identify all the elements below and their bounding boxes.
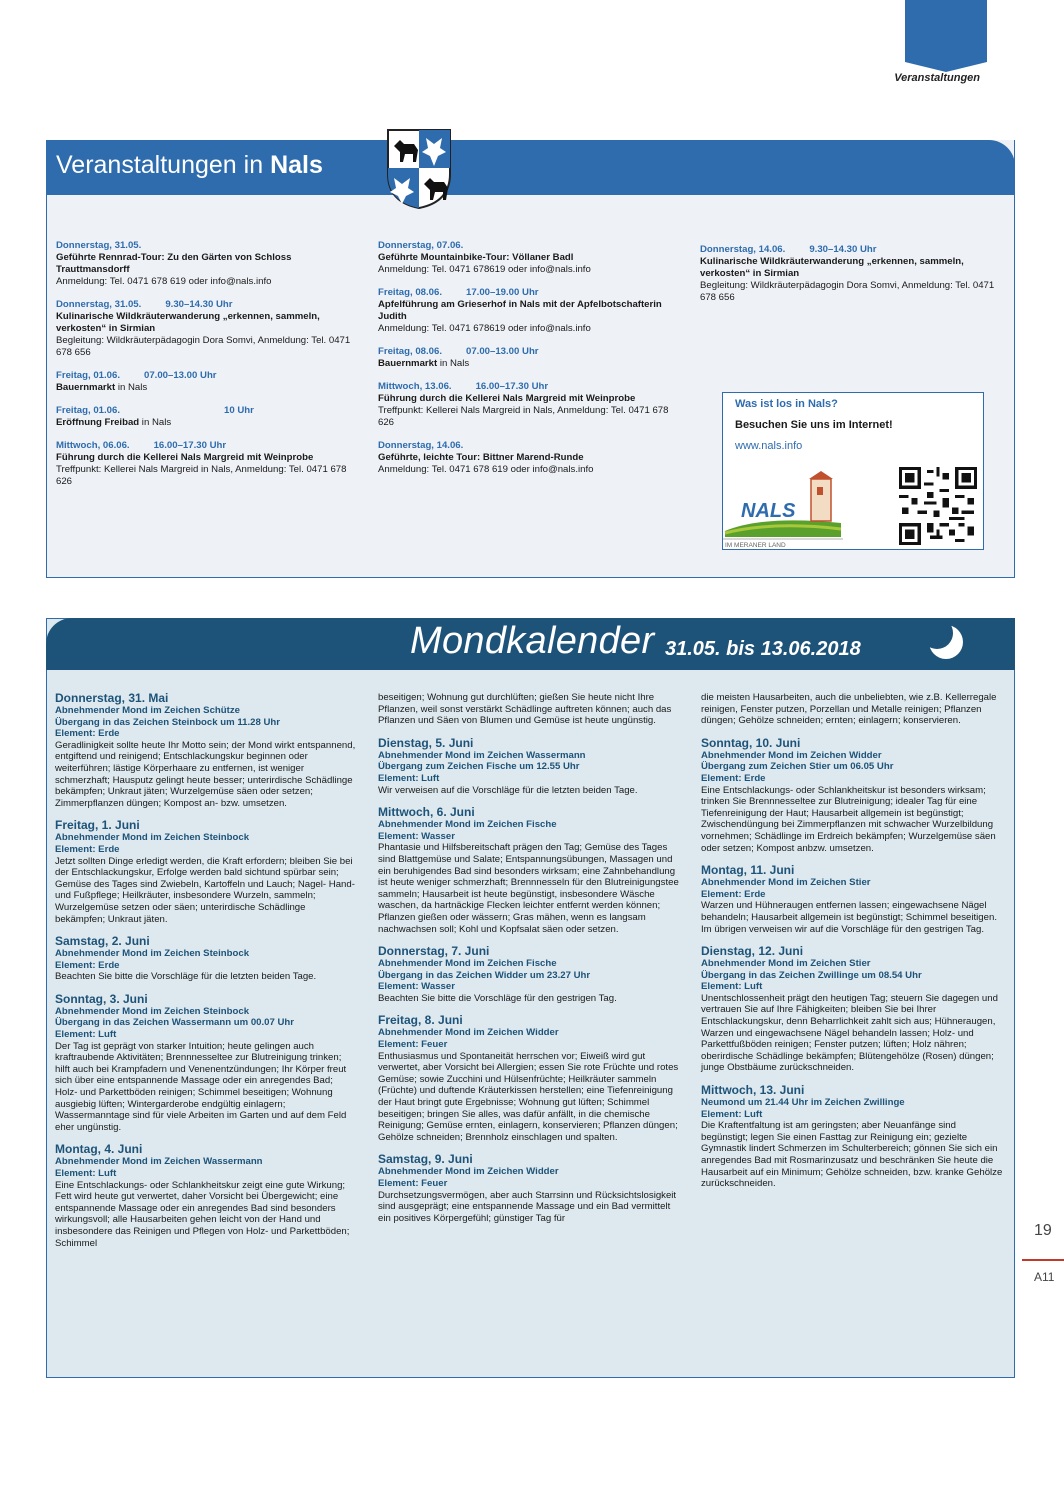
moon-day-entry bbox=[55, 1142, 357, 1249]
event-date: Donnerstag, 14.06. bbox=[700, 244, 786, 255]
event-entry bbox=[56, 299, 356, 359]
event-date: Mittwoch, 13.06. bbox=[378, 381, 452, 392]
event-date-line bbox=[378, 381, 686, 393]
event-entry bbox=[56, 240, 356, 288]
moon-day-entry bbox=[701, 863, 1003, 935]
event-title-text: Bauernmarkt bbox=[56, 382, 116, 393]
moon-day-heading: Samstag, 2. Juni bbox=[55, 934, 150, 949]
event-title bbox=[56, 252, 356, 276]
event-title-text: Kulinarische Wildkräuterwanderung „erkennen, sammeln, verkosten“ in Sirmian bbox=[56, 311, 320, 334]
moon-day-subheading: Abnehmender Mond im Zeichen Steinbock bbox=[55, 948, 250, 960]
event-title-text: Führung durch die Kellerei Nals Margreid mit Weinprobe bbox=[378, 393, 636, 404]
event-entry bbox=[56, 370, 356, 394]
event-entry bbox=[378, 440, 686, 476]
moon-day-entry bbox=[55, 992, 357, 1134]
moon-day-heading: Montag, 4. Juni bbox=[55, 1142, 143, 1157]
moon-day-subheading: Element: Luft bbox=[55, 1168, 117, 1179]
event-time: 10 Uhr bbox=[224, 405, 254, 416]
moon-day-subheading: Abnehmender Mond im Zeichen Widder bbox=[701, 749, 882, 761]
event-date-line bbox=[56, 370, 356, 382]
event-location: in Nals bbox=[139, 417, 172, 428]
event-entry bbox=[378, 287, 686, 335]
event-location: in Nals bbox=[437, 358, 470, 369]
events-column-2 bbox=[378, 240, 686, 487]
moon-day-subheading: Element: Feuer bbox=[378, 1039, 448, 1051]
moon-day-text: Enthusiasmus und Spontaneität herrschen vor; Eiweiß wird gut verwertet, aber Vorsicht bei Allergien; essen Sie rote Früchte und rotes Gemüse; sowie Zucchini und Hülsenfrüchte; Heilkräuter sammeln (Früchte) und duftende Kräuterkissen herstellen; eine Tiefenreinigung der Haut bringt gute Ergebnisse; Wohnung gut lüften; Schimmel beseitigen; bringen Sie alles, was dafür anfällt, in die chemische Reinigung; Gemüse ernten, einlagern, konservieren; Pflanzen düngen; Gehölze schneiden; Brennholz einschlagen und spalten. bbox=[378, 1050, 679, 1143]
event-title bbox=[700, 256, 998, 280]
moon-day-subheading: Abnehmender Mond im Zeichen Wassermann bbox=[378, 749, 586, 761]
event-title bbox=[378, 299, 686, 323]
event-time: 07.00–13.00 Uhr bbox=[466, 346, 539, 357]
moon-day-subheading: Abnehmender Mond im Zeichen Stier bbox=[701, 877, 871, 889]
moon-day-entry bbox=[701, 736, 1003, 854]
event-title bbox=[56, 452, 356, 464]
moon-day-entry bbox=[701, 944, 1003, 1074]
moon-day-heading: Samstag, 9. Juni bbox=[378, 1152, 473, 1167]
moon-column-2 bbox=[378, 692, 680, 1233]
moon-day-text: Durchsetzungsvermögen, aber auch Starrsinn und Rücksichtslosigkeit sind ausgeprägt; eine entspannende Massage und ein Bad vermittelt ein positives Körpergefühl; günstiger Tag für bbox=[378, 1189, 677, 1224]
moon-day-subheading: Abnehmender Mond im Zeichen Widder bbox=[378, 1027, 559, 1039]
event-date: Donnerstag, 31.05. bbox=[56, 299, 142, 310]
top-tab-marker bbox=[905, 0, 987, 62]
moon-calendar-range: 31.05. bis 13.06.2018 bbox=[665, 638, 861, 660]
moon-day-text: Geradlinigkeit sollte heute Ihr Motto sein; der Mond wirkt entspannend, entgiftend und reinigend; Entschlackungskur beginnen oder weiterführen; lästige Körperhaare zu entfernen, ist weniger schmerzhaft; Hausputz gelingt heute besser; unterirdische Schädlinge bekämpfen; Unkraut jäten; Wurzelgemüse säen oder setzen; Zimmerpflanzen düngen; Kompost an- bzw. umsetzen. bbox=[55, 739, 356, 809]
coat-of-arms-icon bbox=[384, 126, 454, 210]
page-code: A11 bbox=[1034, 1270, 1055, 1284]
event-title bbox=[378, 393, 686, 405]
event-date: Donnerstag, 07.06. bbox=[378, 240, 464, 251]
info-url-link[interactable]: www.nals.info bbox=[735, 440, 803, 452]
moon-day-entry bbox=[55, 818, 357, 925]
event-title-text: Geführte, leichte Tour: Bittner Marend-Runde bbox=[378, 452, 584, 463]
moon-calendar-title: Mondkalender bbox=[410, 620, 655, 662]
event-title bbox=[56, 417, 356, 429]
moon-day-subheading: Abnehmender Mond im Zeichen Schütze bbox=[55, 705, 240, 716]
moon-day-text: Phantasie und Hilfsbereitschaft prägen den Tag; Gemüse des Tages sind Blattgemüse und Salate; Entspannungsübungen, Massagen und ein beruhigendes Bad sind besonders wirksam; eine Zahnbehandlung ist heute weniger schmerzhaft; Brennnesseln für den Blutreinigungstee sammeln; Hausarbeit ist heute begünstigt, insbesondere Wäsche waschen, da hartnäckige Flecken leichter entfernt werden können; Pflanzen gießen oder wässern; Gras mähen, wenn es langsam nachwachsen soll; Kohl und Kopfsalat säen oder setzen. bbox=[378, 842, 679, 935]
events-column-3 bbox=[700, 244, 998, 315]
moon-day-heading: Montag, 11. Juni bbox=[701, 863, 795, 878]
info-question: Was ist los in Nals? bbox=[735, 398, 838, 410]
moon-day-subheading: Element: Erde bbox=[55, 843, 120, 855]
moon-day-subheading: Element: Wasser bbox=[378, 830, 455, 842]
event-details: Anmeldung: Tel. 0471 678 619 oder info@nals.info bbox=[378, 464, 594, 475]
event-entry bbox=[56, 405, 356, 429]
moon-day-subheading: Abnehmender Mond im Zeichen Widder bbox=[378, 1166, 559, 1178]
event-location: in Nals bbox=[115, 382, 148, 393]
event-date: Freitag, 01.06. bbox=[56, 405, 120, 416]
moon-day-entry bbox=[378, 692, 680, 727]
moon-day-subheading: Abnehmender Mond im Zeichen Steinbock bbox=[55, 832, 250, 844]
moon-day-subheading: Element: Erde bbox=[701, 772, 766, 784]
moon-day-heading: Donnerstag, 31. Mai bbox=[55, 691, 169, 705]
event-title bbox=[378, 452, 686, 464]
moon-day-subheading: Übergang in das Zeichen Zwillinge um 08.54 Uhr bbox=[701, 969, 922, 981]
moon-day-subheading: Neumond um 21.44 Uhr im Zeichen Zwillinge bbox=[701, 1097, 905, 1109]
moon-day-subheading: Element: Erde bbox=[55, 728, 120, 740]
event-date: Mittwoch, 06.06. bbox=[56, 440, 130, 451]
event-date-line bbox=[56, 440, 356, 452]
event-details: Treffpunkt: Kellerei Nals Margreid in Nals, Anmeldung: Tel. 0471 678 626 bbox=[378, 405, 669, 428]
moon-day-subheading: Abnehmender Mond im Zeichen Steinbock bbox=[55, 1005, 250, 1017]
event-title-text: Eröffnung Freibad bbox=[56, 417, 140, 428]
moon-day-subheading: Übergang in das Zeichen Widder um 23.27 Uhr bbox=[378, 969, 591, 981]
event-details: Begleitung: Wildkräuterpädagogin Dora Somvi, Anmeldung: Tel. 0471 678 656 bbox=[700, 280, 995, 303]
moon-day-entry bbox=[378, 1152, 680, 1224]
page-divider bbox=[1022, 1259, 1064, 1261]
events-title-prefix: Veranstaltungen in bbox=[56, 151, 271, 179]
event-date-line bbox=[378, 346, 686, 358]
moon-day-text: Der Tag ist geprägt von starker Intuition; heute gelingen auch kraftraubende Aktivitäten; Brennnesseltee zur Blutreinigung trinken; hilft auch bei Krampfadern und Venenentzündungen; Ihr Körper freut sich über eine entspannende Massage oder ein anregendes Bad; Holz- und Parkettböden reinigen; Schimmel beseitigen; Wohnung ausgiebig lüften; Wintergarderobe endgültig einlagern; Wassermanntage sind für viele Arbeiten im Garten und auf dem Feld eher ungünstig. bbox=[55, 1040, 347, 1133]
event-date: Freitag, 08.06. bbox=[378, 346, 442, 357]
event-time: 17.00–19.00 Uhr bbox=[466, 287, 539, 298]
event-date-line bbox=[378, 287, 686, 299]
moon-day-heading: Freitag, 8. Juni bbox=[378, 1013, 463, 1028]
event-time: 9.30–14.30 Uhr bbox=[165, 299, 233, 310]
moon-day-text: Jetzt sollten Dinge erledigt werden, die Kraft erfordern; bleiben Sie bei der Entschlackungskur, Erfolge werden bald sichtund spürbar sein; Gemüse des Tages sind Zwiebeln, Kartoffeln und Lauch; Nagel- Hand- und Fußpflege; Heilkräuter, insbesondere Wurzeln, sammeln; Wurzelgemüse setzen oder säen; unterirdische Schädlinge bekämpfen; Unkraut jäten. bbox=[55, 855, 355, 925]
event-entry bbox=[378, 346, 686, 370]
moon-day-subheading: Element: Luft bbox=[701, 1108, 763, 1120]
moon-day-entry bbox=[701, 1083, 1003, 1190]
event-time: 16.00–17.30 Uhr bbox=[475, 381, 549, 392]
moon-day-heading: Sonntag, 3. Juni bbox=[55, 991, 148, 1006]
crescent-moon-icon bbox=[926, 622, 968, 664]
moon-day-heading: Donnerstag, 7. Juni bbox=[378, 944, 490, 959]
event-entry bbox=[378, 381, 686, 429]
qr-code-icon[interactable] bbox=[899, 467, 977, 545]
event-title-text: Kulinarische Wildkräuterwanderung „erkennen, sammeln, verkosten“ in Sirmian bbox=[700, 256, 964, 279]
info-cta: Besuchen Sie uns im Internet! bbox=[735, 419, 893, 431]
moon-day-subheading: Übergang in das Zeichen Wassermann um 00.07 Uhr bbox=[55, 1017, 295, 1029]
moon-day-heading: Freitag, 1. Juni bbox=[55, 818, 140, 833]
moon-column-3 bbox=[701, 692, 1003, 1199]
moon-day-subheading: Element: Feuer bbox=[378, 1178, 448, 1189]
moon-day-subheading: Übergang zum Zeichen Fische um 12.55 Uhr bbox=[378, 761, 580, 773]
moon-day-entry bbox=[55, 934, 357, 983]
moon-day-text: beseitigen; Wohnung gut durchlüften; gießen Sie heute nicht Ihre Pflanzen, weil sonst verstärkt Schädlinge auftreten können; auch das Pflanzen und Säen von Blumen und Gemüse ist heute ungünstig. bbox=[378, 692, 672, 727]
moon-day-heading: Dienstag, 5. Juni bbox=[378, 735, 474, 750]
event-title bbox=[378, 252, 686, 264]
moon-day-heading: Mittwoch, 13. Juni bbox=[701, 1083, 805, 1098]
events-column-1 bbox=[56, 240, 356, 499]
event-title bbox=[56, 311, 356, 335]
moon-day-subheading: Element: Luft bbox=[55, 1029, 117, 1041]
event-details: Treffpunkt: Kellerei Nals Margreid in Nals, Anmeldung: Tel. 0471 678 626 bbox=[56, 464, 347, 487]
event-title bbox=[56, 382, 356, 394]
moon-day-subheading: Übergang zum Zeichen Stier um 06.05 Uhr bbox=[701, 761, 894, 773]
moon-day-text: die meisten Hausarbeiten, auch die unbeliebten, wie z.B. Kellerregale reinigen, Fenster putzen, Porzellan und Metalle reinigen; Pflanzen düngen; Gehölze schneiden; ernten; einlagern; konservieren. bbox=[701, 692, 997, 727]
event-entry bbox=[56, 440, 356, 488]
event-date-line bbox=[700, 244, 998, 256]
moon-day-subheading: Element: Wasser bbox=[378, 981, 455, 993]
moon-day-text: Eine Entschlackungs- oder Schlankheitskur zeigt eine gute Wirkung; Fett wird heute gut verwertet, daher Vorsicht bei Übergewicht; eine entspannende Massage oder ein anregendes Bad sind besonders wirkungsvoll; alle Hausarbeiten gehen leicht von der Hand und insbesondere das Reinigen und Pflegen von Holz- und Parkettböden; Schimmel bbox=[55, 1179, 350, 1249]
event-title-text: Apfelführung am Grieserhof in Nals mit der Apfelbotschafterin Judith bbox=[378, 299, 662, 322]
event-date: Donnerstag, 14.06. bbox=[378, 440, 464, 451]
event-title-text: Führung durch die Kellerei Nals Margreid mit Weinprobe bbox=[56, 452, 314, 463]
event-date-line bbox=[56, 299, 356, 311]
event-title-text: Geführte Rennrad-Tour: Zu den Gärten von Schloss Trauttmansdorff bbox=[56, 252, 292, 275]
moon-day-text: Eine Entschlackungs- oder Schlankheitskur ist besonders wirksam; trinken Sie Brennnesseltee zur Blutreinigung; idealer Tag für eine Tiefenreinigung der Haut; Hausarbeit allgemein ist begünstigt; Zwischendüngung bei Zimmerpflanzen mit schwacher Wurzelbildung vornehmen; Schädlinge im Erdreich bekämpfen; Wurzelgemüse säen oder setzen; Kompost anbzw. umsetzen. bbox=[701, 784, 996, 854]
moon-day-entry bbox=[701, 692, 1003, 727]
event-entry bbox=[378, 240, 686, 276]
event-details: Anmeldung: Tel. 0471 678619 oder info@nals.info bbox=[378, 264, 591, 275]
moon-day-subheading: Abnehmender Mond im Zeichen Wassermann bbox=[55, 1156, 263, 1168]
moon-day-subheading: Abnehmender Mond im Zeichen Fische bbox=[378, 958, 557, 970]
moon-day-entry bbox=[55, 691, 357, 809]
moon-day-entry bbox=[378, 1013, 680, 1143]
page-number: 19 bbox=[1034, 1222, 1052, 1239]
section-label: Veranstaltungen bbox=[894, 72, 980, 84]
moon-day-subheading: Element: Luft bbox=[701, 981, 763, 993]
moon-day-entry bbox=[378, 805, 680, 935]
moon-day-text: Beachten Sie bitte die Vorschläge für die letzten beiden Tage. bbox=[55, 971, 317, 983]
event-details: Anmeldung: Tel. 0471 678 619 oder info@nals.info bbox=[56, 276, 272, 287]
event-details: Anmeldung: Tel. 0471 678619 oder info@nals.info bbox=[378, 323, 591, 334]
moon-day-subheading: Element: Erde bbox=[701, 888, 766, 900]
event-title-text: Geführte Mountainbike-Tour: Völlaner Badl bbox=[378, 252, 574, 263]
event-date-line bbox=[56, 240, 356, 252]
nals-logo-subtext: IM MERANER LAND bbox=[725, 542, 786, 549]
event-date-line bbox=[56, 405, 356, 417]
events-title-bold: Nals bbox=[270, 151, 323, 179]
moon-day-entry bbox=[378, 736, 680, 796]
event-time: 9.30–14.30 Uhr bbox=[809, 244, 877, 255]
moon-day-subheading: Abnehmender Mond im Zeichen Stier bbox=[701, 958, 871, 970]
moon-column-1 bbox=[55, 691, 357, 1258]
event-title-text: Bauernmarkt bbox=[378, 358, 438, 369]
moon-day-subheading: Abnehmender Mond im Zeichen Fische bbox=[378, 819, 557, 831]
event-title bbox=[378, 358, 686, 370]
moon-day-text: Warzen und Hühneraugen entfernen lassen; eingewachsene Nägel behandeln; Hausarbeit allgemein ist begünstigt; Schimmel beseitigen. Im übrigen verweisen wir auf die Vorschläge für den gestrigen Tag. bbox=[701, 900, 997, 935]
info-box bbox=[722, 392, 984, 550]
nals-logo bbox=[723, 471, 843, 549]
event-time: 07.00–13.00 Uhr bbox=[144, 370, 217, 381]
moon-day-heading: Sonntag, 10. Juni bbox=[701, 735, 801, 750]
moon-day-text: Die Kraftentfaltung ist am geringsten; aber Neuanfänge sind begünstigt; legen Sie einen Fasttag zur Reinigung ein; gezielte Gymnastik lindert Schmerzen im Schulterbereich; gönnen Sie sich ein anregendes Bad mit Rosmarinzusatz und beschränken Sie heute die Hausarbeit auf ein Minimum; Gehölze schneiden, bzw. kranke Gehölze zurückschneiden. bbox=[701, 1120, 1003, 1190]
event-details: Begleitung: Wildkräuterpädagogin Dora Somvi, Anmeldung: Tel. 0471 678 656 bbox=[56, 335, 351, 358]
moon-day-text: Beachten Sie bitte die Vorschläge für den gestrigen Tag. bbox=[378, 992, 617, 1004]
events-title bbox=[56, 151, 323, 180]
moon-day-subheading: Element: Luft bbox=[378, 772, 440, 784]
moon-day-text: Wir verweisen auf die Vorschläge für die letzten beiden Tage. bbox=[378, 784, 638, 796]
moon-day-heading: Dienstag, 12. Juni bbox=[701, 944, 804, 959]
moon-day-heading: Mittwoch, 6. Juni bbox=[378, 805, 475, 820]
event-entry bbox=[700, 244, 998, 304]
event-date: Donnerstag, 31.05. bbox=[56, 240, 142, 251]
moon-day-text: Unentschlossenheit prägt den heutigen Tag; steuern Sie dagegen und vertrauen Sie auf Ihre Fähigkeiten; bleiben Sie bei Ihrer Entschlackungskur, denn Beharrlichkeit zahlt sich aus; Hühneraugen, Warzen und eingewachsene Nägel behandeln lassen; Holz- und Parkettfußböden reinigen; Fenster putzen; lüften; Holz nähren; oberirdische Schädlinge bekämpfen; Blütengehölze (Rosen) düngen; junge Obstbäume zurückschneiden. bbox=[701, 992, 998, 1074]
nals-logo-text: NALS bbox=[741, 500, 796, 522]
moon-day-entry bbox=[378, 944, 680, 1004]
moon-day-subheading: Element: Erde bbox=[55, 959, 120, 971]
event-date: Freitag, 01.06. bbox=[56, 370, 120, 381]
event-time: 16.00–17.30 Uhr bbox=[153, 440, 227, 451]
event-date: Freitag, 08.06. bbox=[378, 287, 442, 298]
moon-day-subheading: Übergang in das Zeichen Steinbock um 11.28 Uhr bbox=[55, 716, 280, 728]
event-date-line bbox=[378, 240, 686, 252]
event-date-line bbox=[378, 440, 686, 452]
